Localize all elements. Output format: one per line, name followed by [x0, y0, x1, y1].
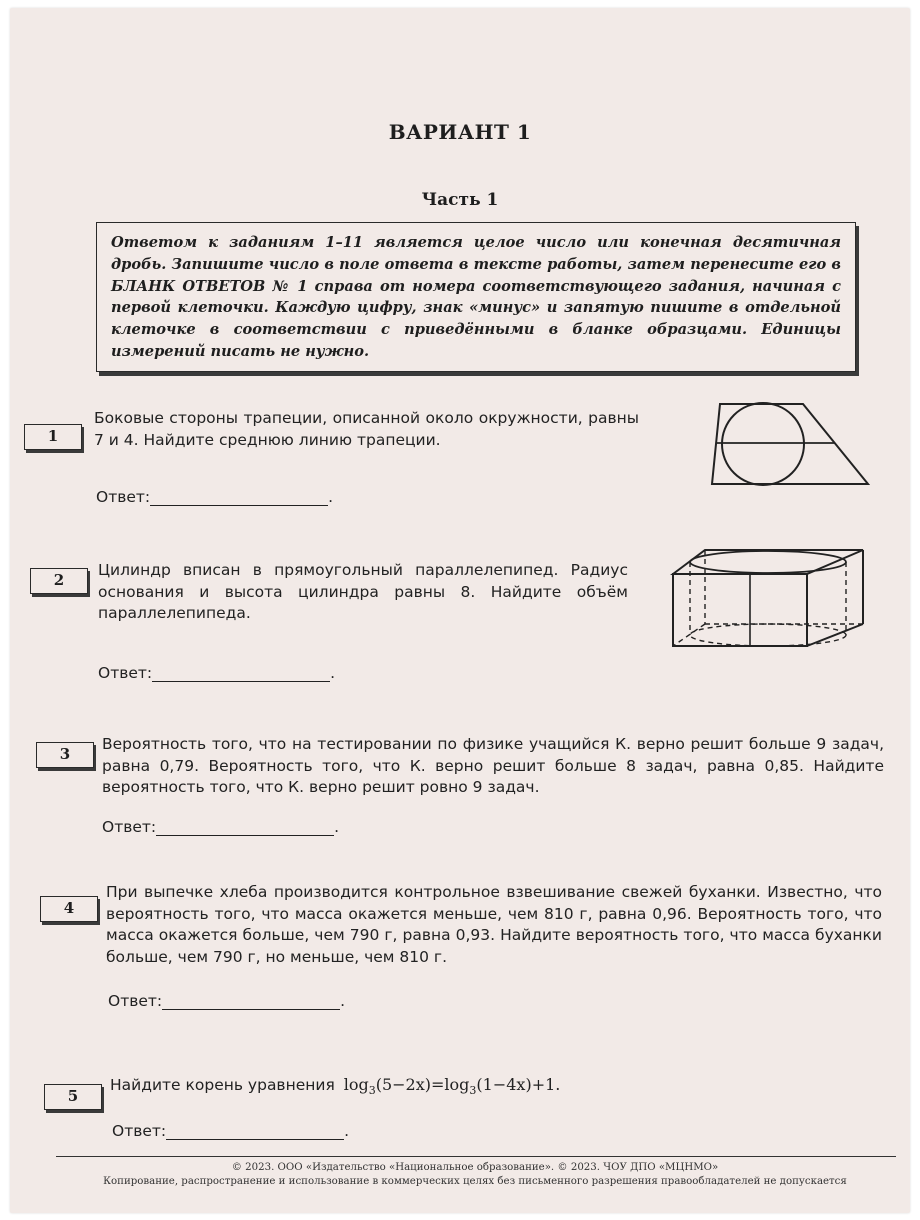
answer-suffix: .	[328, 488, 334, 506]
answer-line[interactable]	[156, 819, 334, 836]
task-text-3: Вероятность того, что на тестировании по физике учащийся К. верно решит больше 9 задач, равна 0,79. Вероятность того, что К. верно решит больше 8 задач, равна 0,85. Найдите вероятность того, что К. верно решит ровно 9 задач.	[102, 735, 884, 796]
task-number-3: 3	[36, 742, 94, 768]
task-number-4: 4	[40, 896, 98, 922]
front-face	[673, 574, 807, 646]
exam-page	[10, 8, 910, 1213]
answer-line[interactable]	[166, 1123, 344, 1140]
trapezoid-outline	[712, 404, 868, 484]
task-number-5: 5	[44, 1084, 102, 1110]
hidden-edge-depth	[673, 624, 705, 646]
cylinder-bottom	[690, 624, 846, 646]
task-5-prefix: Найдите корень уравнения	[110, 1076, 335, 1094]
footer-divider	[56, 1156, 896, 1157]
inscribed-circle	[722, 403, 804, 485]
log-symbol: log	[343, 1075, 369, 1094]
cylinder-top	[690, 551, 846, 573]
equation	[343, 1075, 561, 1098]
task-text-4: При выпечке хлеба производится контрольное взвешивание свежей буханки. Известно, что вероятность того, что масса окажется меньше, чем 810 г, равна 0,96. Вероятность того, что масса окажется больше, чем 790 г, равна 0,93. Найдите вероятность того, что масса буханки больше, чем 790 г, но меньше, чем 810 г.	[106, 883, 882, 966]
answer-field-5[interactable]	[112, 1122, 349, 1140]
answer-suffix: .	[334, 818, 340, 836]
answer-suffix: .	[344, 1122, 350, 1140]
task-number-1: 1	[24, 424, 82, 450]
instructions-box	[96, 222, 856, 372]
answer-line[interactable]	[162, 993, 340, 1010]
equation-tail: +1.	[531, 1075, 561, 1094]
right-argument: (1−4x)	[476, 1075, 532, 1094]
answer-label: Ответ:	[108, 992, 163, 1010]
parallelepiped-figure	[665, 542, 873, 654]
task-text-2: Цилиндр вписан в прямоугольный параллелепипед. Радиус основания и высота цилиндра равны 8. Найдите объём параллелепипеда.	[98, 561, 628, 622]
top-face	[673, 550, 863, 574]
part-title: Часть 1	[421, 190, 499, 210]
answer-label: Ответ:	[98, 664, 153, 682]
equals-sign: =	[431, 1075, 445, 1094]
footer-notice: Копирование, распространение и использование в коммерческих целях без письменного разрешения правообладателей не допускается	[103, 1176, 847, 1187]
answer-field-1[interactable]	[96, 488, 333, 506]
answer-label: Ответ:	[112, 1122, 167, 1140]
answer-line[interactable]	[152, 665, 330, 682]
task-text-1: Боковые стороны трапеции, описанной около окружности, равны 7 и 4. Найдите среднюю линию трапеции.	[94, 409, 639, 449]
variant-title: ВАРИАНТ 1	[388, 120, 532, 144]
answer-suffix: .	[340, 992, 346, 1010]
left-argument: (5−2x)	[375, 1075, 431, 1094]
answer-field-2[interactable]	[98, 664, 335, 682]
answer-suffix: .	[330, 664, 336, 682]
log-symbol: log	[444, 1075, 470, 1094]
answer-label: Ответ:	[96, 488, 151, 506]
log-base: 3	[368, 1084, 376, 1098]
log-base: 3	[469, 1084, 477, 1098]
instructions-text: Ответом к заданиям 1–11 является целое число или конечная десятичная дробь. Запишите число в поле ответа в тексте работы, затем перенесите его в БЛАНК ОТВЕТОВ № 1 справа от номера соответствующего задания, начиная с первой клеточки. Каждую цифру, знак «минус» и запятую пишите в отдельной клеточке в соответствии с приведёнными в бланке образцами. Единицы измерений писать не нужно.	[111, 234, 841, 360]
answer-field-3[interactable]	[102, 818, 339, 836]
trapezoid-figure	[710, 396, 874, 488]
task-text-5	[110, 1074, 710, 1102]
answer-field-4[interactable]	[108, 992, 345, 1010]
answer-line[interactable]	[150, 489, 328, 506]
task-number-2: 2	[30, 568, 88, 594]
answer-label: Ответ:	[102, 818, 157, 836]
bottom-right-edge	[807, 624, 863, 646]
footer-copyright: © 2023. ООО «Издательство «Национальное образование». © 2023. ЧОУ ДПО «МЦНМО»	[231, 1162, 719, 1173]
